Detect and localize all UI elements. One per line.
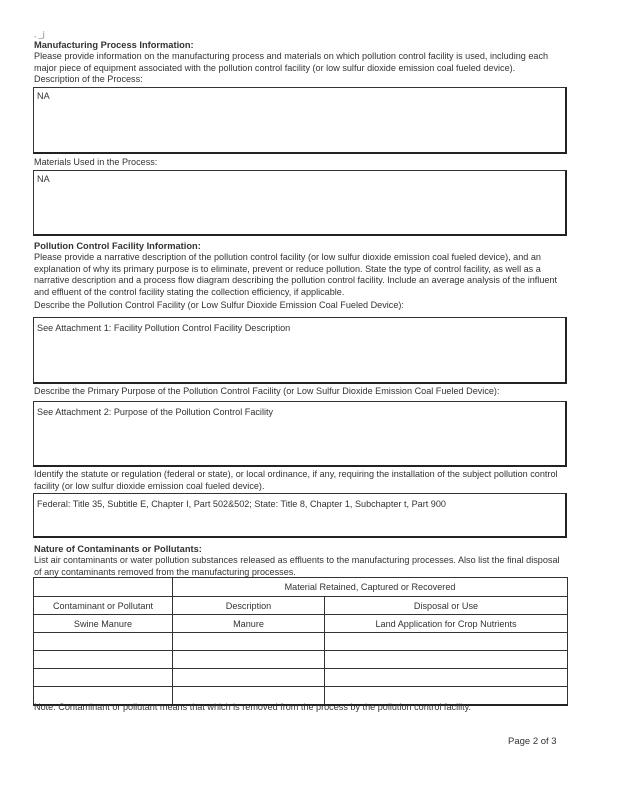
manufacturing-heading: Manufacturing Process Information: bbox=[34, 40, 194, 50]
table-cell[interactable]: Manure bbox=[173, 615, 325, 633]
table-cell[interactable] bbox=[173, 669, 325, 687]
table-row bbox=[34, 669, 568, 687]
primary-purpose-label: Describe the Primary Purpose of the Pollution Control Facility (or Low Sulfur Dioxide Emission Coal Fueled Device): bbox=[34, 386, 500, 396]
table-cell[interactable] bbox=[173, 633, 325, 651]
pollution-control-instructions: Please provide a narrative description of the pollution control facility (or low sulfur dioxide emission coal fueled device), and an explanation of why its primary purpose is to eliminate, prevent or reduce pollution. State the type of control facility, as well as a narrative description and a process flow diagram describing the pollution control facility. Include an average analysis of the influent and effluent of the control facility stating the collection efficiency, if applicable. bbox=[34, 252, 558, 297]
facility-description-value: See Attachment 1: Facility Pollution Control Facility Description bbox=[37, 323, 291, 333]
table-cell[interactable] bbox=[34, 633, 173, 651]
column-header-disposal: Disposal or Use bbox=[325, 597, 568, 615]
primary-purpose-value: See Attachment 2: Purpose of the Pollution Control Facility bbox=[37, 407, 274, 417]
table-spacer-cell bbox=[34, 578, 173, 597]
materials-field[interactable] bbox=[33, 170, 567, 236]
column-header-contaminant: Contaminant or Pollutant bbox=[34, 597, 173, 615]
table-header-row bbox=[34, 597, 568, 615]
table-row bbox=[34, 651, 568, 669]
table-cell[interactable] bbox=[325, 669, 568, 687]
table-cell[interactable]: Swine Manure bbox=[34, 615, 173, 633]
contaminant-note: Note: Contaminant or pollutant means that which is removed from the process by the pollution control facility. bbox=[34, 702, 472, 712]
process-description-label: Description of the Process: bbox=[34, 74, 143, 84]
primary-purpose-field[interactable] bbox=[33, 401, 567, 467]
table-row bbox=[34, 633, 568, 651]
corner-mark: , _j bbox=[34, 30, 45, 39]
pollution-control-heading: Pollution Control Facility Information: bbox=[34, 241, 201, 251]
statute-field[interactable] bbox=[33, 493, 567, 538]
table-cell[interactable] bbox=[325, 651, 568, 669]
process-description-value: NA bbox=[37, 91, 50, 101]
statute-label: Identify the statute or regulation (federal or state), or local ordinance, if any, requiring the installation of the subject pollution control facility (or low sulfur dioxide emission coal fueled device). bbox=[34, 469, 558, 491]
table-cell[interactable] bbox=[173, 651, 325, 669]
process-description-field[interactable] bbox=[33, 87, 567, 154]
statute-value: Federal: Title 35, Subtitle E, Chapter I, Part 502&502; State: Title 8, Chapter 1, Subchapter t, Part 900 bbox=[37, 499, 446, 509]
table-group-header: Material Retained, Captured or Recovered bbox=[173, 578, 568, 597]
table-cell[interactable]: Land Application for Crop Nutrients bbox=[325, 615, 568, 633]
column-header-description: Description bbox=[173, 597, 325, 615]
contaminants-heading: Nature of Contaminants or Pollutants: bbox=[34, 544, 202, 554]
facility-description-field[interactable] bbox=[33, 317, 567, 384]
materials-label: Materials Used in the Process: bbox=[34, 157, 158, 167]
table-cell[interactable] bbox=[325, 633, 568, 651]
table-cell[interactable] bbox=[34, 651, 173, 669]
page-number: Page 2 of 3 bbox=[508, 736, 557, 747]
manufacturing-instructions: Please provide information on the manufacturing process and materials on which pollution control facility is used, including each major piece of equipment associated with the pollution control facility (or low sulfur dioxide emission coal fueled device). bbox=[34, 51, 549, 73]
contaminants-table bbox=[33, 577, 568, 706]
table-row bbox=[34, 615, 568, 633]
table-cell[interactable] bbox=[34, 669, 173, 687]
facility-description-label: Describe the Pollution Control Facility (or Low Sulfur Dioxide Emission Coal Fueled Device): bbox=[34, 300, 404, 310]
materials-value: NA bbox=[37, 174, 50, 184]
contaminants-instructions: List air contaminants or water pollution substances released as effluents to the manufacturing processes. Also list the final disposal of any contaminants removed from the manufacturing processes. bbox=[34, 555, 560, 577]
